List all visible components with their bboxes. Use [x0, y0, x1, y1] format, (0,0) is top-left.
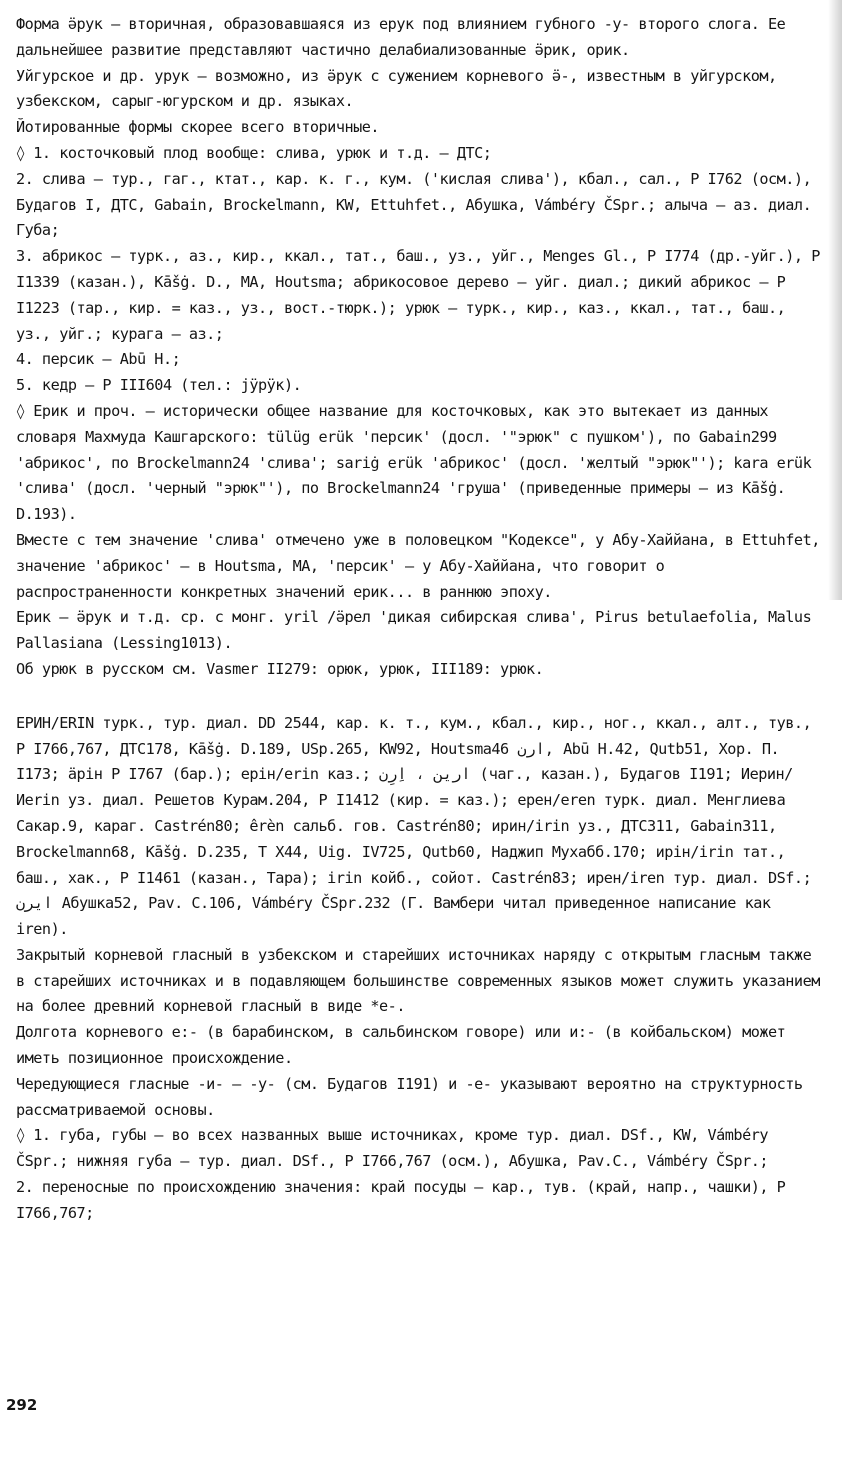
- meaning-2: 2. слива – тур., гаг., ктат., кар. к. г., кум. ('кислая слива'), кбал., сал., P I762 (осм.), Будагов I, ДТС, Gabain, Brockelmann, KW, Ettuhfet., Абушка, Vámbéry ČSpr.; алыча – аз. диал. Губа;: [16, 169, 812, 240]
- paragraph-1: Форма ӛрук – вторичная, образовавшаяся из ерук под влиянием губного -у- второго слога. Ее дальнейшее развитие представляют частично делабиализованные ӛрик, орик.: [16, 15, 786, 59]
- erin-meaning-1: ◊ 1. губа, губы – во всех названных выше источниках, кроме тур. диал. DSf., KW, Vámbéry ČSpr.; нижняя губа – тур. диал. DSf., P I766,767 (осм.), Абушка, Pav.C., Vámbéry ČSpr.;: [16, 1126, 768, 1171]
- meaning-1: ◊ 1. косточковый плод вообще: слива, урюк и т.д. – ДТС;: [16, 143, 492, 162]
- entry-erin-forms: ЕРИН/ERIN турк., тур. диал. DD 2544, кар. к. т., кум., кбал., кир., ног., ккал., алт., тув., P I766,767, ДТС178, Kāšġ. D.189, USp.265, KW92, Houtsma46 ارن, Abū H.42, Qutb51, Хор. П. I173; ӓрін P I767 (бар.); ерін/erin каз.; ارين ، اِرِن (чаг., казан.), Будагов I191; Иерин/Иerin уз. диал. Решетов Курам.204, P I1412 (кир. = каз.); ерен/eren турк. диал. Менглиева Сакар.9, караг. Castrén80; êrèn сальб. гов. Castrén80; ирин/irin уз., ДТС311, Gabain311, Brockelmann68, Kāšġ. D.235, T X44, Uig. IV725, Qutb60, Наджип Мухабб.170; ирін/irin тат., баш., хак., P I1461 (казан., Тара); irin койб., сойот. Castrén83; ирен/iren тур. диал. DSf.; ايرن Абушка52, Pav. C.106, Vámbéry ČSpr.232 (Г. Вамбери читал приведенное написание как iren).: [16, 713, 812, 939]
- dictionary-text: [16, 12, 824, 1227]
- erin-vowel-note: Закрытый корневой гласный в узбекском и старейших источниках наряду с открытым гласным также в старейших источниках и в подавляющем большинстве современных языков может служить указанием на более древний корневой гласный в виде *е-.: [16, 945, 820, 1016]
- erin-meaning-2: 2. переносные по происхождению значения: край посуды – кар., тув. (край, напр., чашки), P I766,767;: [16, 1178, 786, 1222]
- mongolian-comparison: Ерик – ӛрук и т.д. ср. с монг. yril /ӛрел 'дикая сибирская слива', Pirus betulaefolia, Malus Pallasiana (Lessing1013).: [16, 608, 812, 653]
- russian-note: Об урюк в русском см. Vasmer II279: орюк, урюк, III189: урюк.: [16, 659, 544, 678]
- paragraph-3: Йотированные формы скорее всего вторичные.: [16, 118, 380, 137]
- entry-separator: [16, 683, 824, 711]
- paragraph-2: Уйгурское и др. урук – возможно, из ӛрук с сужением корневого ӛ-, известным в уйгурском, узбекском, сарыг-югурском и др. языках.: [16, 66, 777, 111]
- meaning-5: 5. кедр – P III604 (тел.: јӱрӱк).: [16, 376, 302, 395]
- semantic-note: Вместе с тем значение 'слива' отмечено уже в половецком "Кодексе", у Абу-Хаййана, в Ettuhfet, значение 'абрикос' – в Houtsma, MA, 'персик' – у Абу-Хаййана, что говорит о распространенности конкретных значений ерик... в раннюю эпоху.: [16, 530, 820, 601]
- erin-alternation-note: Чередующиеся гласные -и- – -у- (см. Будагов I191) и -е- указывают вероятно на структурность рассматриваемой основы.: [16, 1074, 803, 1119]
- scan-edge-shadow: [828, 0, 842, 600]
- erin-length-note: Долгота корневого е:- (в барабинском, в сальбинском говоре) или и:- (в койбальском) может иметь позиционное происхождение.: [16, 1023, 786, 1068]
- meaning-4: 4. персик – Abū H.;: [16, 350, 181, 369]
- etymology-note: ◊ Ерик и проч. – исторически общее название для косточковых, как это вытекает из данных словаря Махмуда Кашгарского: tülüg erük 'персик' (досл. '"эрюк" с пушком'), по Gabain299 'абрикос', по Brockelmann24 'слива'; sariġ erük 'абрикос' (досл. 'желтый "эрюк"'); kara erük 'слива' (досл. 'черный "эрюк"'), по Brockelmann24 'груша' (приведенные примеры – из Kāšġ. D.193).: [16, 401, 812, 524]
- page-number: 292: [6, 1396, 38, 1414]
- meaning-3: 3. абрикос – турк., аз., кир., ккал., тат., баш., уз., уйг., Menges Gl., P I774 (др.-уйг.), P I1339 (казан.), Kāšġ. D., MA, Houtsma; абрикосовое дерево – уйг. диал.; дикий абрикос – P I1223 (тар., кир. = каз., уз., вост.-тюрк.); урюк – турк., кир., каз., ккал., тат., баш., уз., уйг.; курага – аз.;: [16, 247, 820, 343]
